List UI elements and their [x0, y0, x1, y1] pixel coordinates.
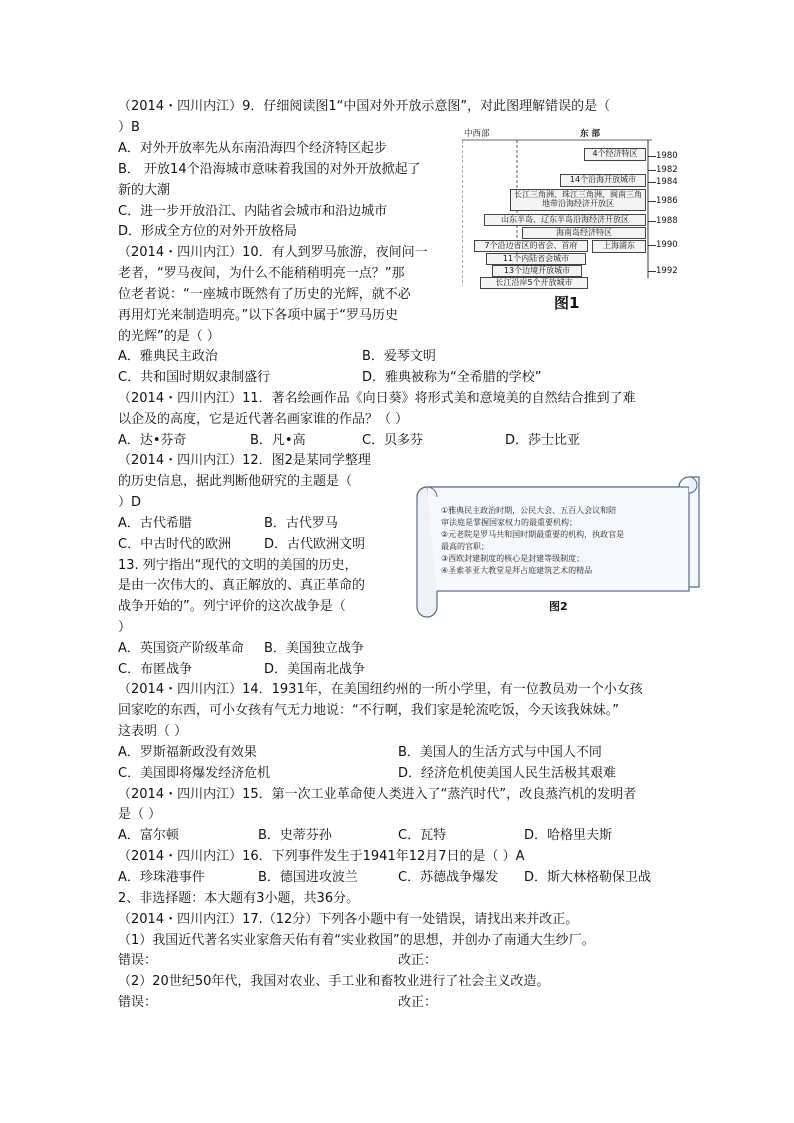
q13-stem-1: 13. 列宁指出“现代的文明的美国的历史， [118, 558, 358, 573]
q11-stem-1: （2014・四川内江）11．著名绘画作品《向日葵》将形式美和意境美的自然结合推到了难 [118, 391, 636, 406]
figure-2-caption: 图2 [549, 600, 568, 613]
figure-1-box-pudong: 上海浦东 [592, 240, 646, 253]
q9-option-a: A．对外开放率先从东南沿海四个经济特区起步 [118, 141, 387, 156]
q10-option-a: A．雅典民主政治 [118, 349, 218, 364]
q17-item-1-error-label: 错误： [118, 953, 158, 968]
q13-option-a: A．英国资产阶级革命 [118, 641, 244, 656]
q13-option-b: B．美国独立战争 [264, 641, 364, 656]
figure-1-year-1988: 1988 [656, 216, 678, 226]
section-2-heading: 2、非选择题：本大题有3小题，共36分。 [118, 891, 360, 906]
figure-1-box-peninsula-zones: 山东半岛、辽东半岛沿海经济开放区 [484, 214, 646, 226]
q11-option-d: D．莎士比亚 [505, 433, 581, 448]
q17-item-1: （1）我国近代著名实业家詹天佑有着“实业救国”的思想，并创办了南通大生纱厂。 [118, 933, 595, 948]
figure-1-header-east: 东 部 [580, 129, 600, 139]
figure-1-year-1980: 1980 [656, 151, 678, 161]
q12-stem-1: （2014・四川内江）12．图2是某同学整理 [118, 453, 371, 468]
figure-2-line-3: ②元老院是罗马共和国时期最重要的机构，执政官是 [441, 530, 625, 539]
figure-1-year-1986: 1986 [656, 196, 678, 206]
q11-option-a: A．达•芬奇 [118, 433, 187, 448]
q14-stem-1: （2014・四川内江）14．1931年，在美国纽约州的一所小学里，有一位教员劝一个小女孩 [118, 682, 643, 697]
figure-1-box-border-cities: 13个边境开放城市 [492, 265, 582, 277]
q10-option-d: D．雅典被称为“全希腊的学校” [362, 370, 542, 385]
q15-stem-1: （2014・四川内江）15．第一次工业革命使人类进入了“蒸汽时代”，改良蒸汽机的发明者 [118, 787, 637, 802]
q9-answer: ）B [118, 120, 140, 135]
q15-option-d: D．哈格里夫斯 [524, 828, 613, 843]
q12-option-c: C．中古时代的欧洲 [118, 537, 232, 552]
figure-2-line-2: 审法庭是掌握国家权力的最重要机构； [441, 518, 577, 527]
q10-stem-4: 再用灯光来制造明亮。”以下各项中属于“罗马历史 [118, 308, 398, 323]
q9-stem: （2014・四川内江）9．仔细阅读图1“中国对外开放示意图”，对此图理解错误的是（ [118, 99, 611, 114]
q17-item-1-fix-label: 改正： [398, 953, 438, 968]
figure-1-caption: 图1 [554, 294, 580, 312]
q15-option-c: C．瓦特 [398, 828, 447, 843]
figure-1-year-1992: 1992 [656, 266, 678, 276]
q9-option-b-cont: 新的大潮 [118, 183, 171, 198]
figure-2-line-5: ③西欧封建制度的核心是封建等级制度； [441, 554, 585, 563]
figure-1-box-inland-capitals: 11个内陆省会城市 [486, 253, 586, 265]
q10-stem-1: （2014・四川内江）10．有人到罗马旅游，夜间问一 [118, 245, 428, 260]
figure-1-box-yangtze-cities: 长江沿岸5个开放城市 [480, 277, 588, 289]
q15-option-a: A．富尔顿 [118, 828, 179, 843]
figure-2-line-1: ①雅典民主政治时期，公民大会、五百人会议和陪 [441, 506, 617, 515]
figure-2-history-notes-scroll [413, 467, 703, 622]
q12-stem-2: 的历史信息，据此判断他研究的主题是（ [118, 474, 353, 489]
figure-1-box-delta-zones: 长江三角洲、珠江三角洲、闽南三角地带沿海经济开放区 [510, 189, 646, 211]
q14-option-a: A．罗斯福新政没有效果 [118, 745, 257, 760]
q12-option-b: B．古代罗马 [264, 516, 338, 531]
figure-1-box-border-capitals: 7个沿边省区的省会、首府 [474, 240, 588, 252]
q10-stem-5: 的光辉”的是（ ） [118, 329, 220, 344]
q14-option-b: B．美国人的生活方式与中国人不同 [398, 745, 602, 760]
q10-option-c: C．共和国时期奴隶制盛行 [118, 370, 271, 385]
q14-option-c: C．美国即将爆发经济危机 [118, 766, 271, 781]
q14-stem-3: 这表明（ ） [118, 724, 188, 739]
q13-stem-3: 战争开始的”。列宁评价的这次战争是（ [118, 599, 346, 614]
q16-option-c: C．苏德战争爆发 [398, 870, 499, 885]
figure-2-line-6: ④圣索菲亚大教堂是拜占庭建筑艺术的精品 [441, 566, 593, 575]
q16-stem: （2014・四川内江）16．下列事件发生于1941年12月7日的是（ ）A [118, 849, 525, 864]
figure-1-header-west: 中西部 [464, 129, 490, 139]
q15-option-b: B．史蒂芬孙 [258, 828, 332, 843]
q17-item-2: （2）20世纪50年代，我国对农业、手工业和畜牧业进行了社会主义改造。 [118, 974, 550, 989]
q13-option-c: C．布匿战争 [118, 662, 193, 677]
figure-1-box-coastal-cities: 14个沿海开放城市 [560, 174, 646, 187]
q13-option-d: D．美国南北战争 [264, 662, 366, 677]
q14-stem-2: 回家吃的东西，可小女孩有气无力地说：“不行啊，我们家是轮流吃饭，今天该我妹妹。” [118, 703, 619, 718]
figure-1-open-door-diagram [462, 128, 684, 318]
q14-option-d: D．经济危机使美国人民生活极其艰难 [398, 766, 617, 781]
q10-option-b: B．爱琴文明 [362, 349, 436, 364]
q11-stem-2: 以企及的高度，它是近代著名画家谁的作品？（ ） [118, 412, 409, 427]
q16-option-d: D．斯大林格勒保卫战 [524, 870, 652, 885]
q12-answer: ）D [118, 495, 142, 510]
figure-1-year-1984: 1984 [656, 177, 678, 187]
q15-stem-2: 是（ ） [118, 807, 162, 822]
figure-2-line-4: 最高的官职； [441, 542, 489, 551]
q17-item-2-fix-label: 改正： [398, 995, 438, 1010]
q10-stem-2: 老者，“罗马夜间，为什么不能稍稍明亮一点？”那 [118, 266, 405, 281]
q12-option-d: D．古代欧洲文明 [264, 537, 366, 552]
q16-option-a: A．珍珠港事件 [118, 870, 205, 885]
q9-option-c: C．进一步开放沿江、内陆省会城市和沿边城市 [118, 204, 388, 219]
q9-option-d: D．形成全方位的对外开放格局 [118, 224, 298, 239]
q17-stem: （2014・四川内江）17.（12分）下列各小题中有一处错误，请找出来并改正。 [118, 912, 579, 927]
q13-stem-2: 是由一次伟大的、真正解放的、真正革命的 [118, 578, 366, 593]
figure-1-year-1982: 1982 [656, 165, 678, 175]
q10-stem-3: 位老者说：“一座城市既然有了历史的光辉，就不必 [118, 287, 411, 302]
q12-option-a: A．古代希腊 [118, 516, 192, 531]
q13-stem-4: ） [118, 620, 132, 635]
q11-option-c: C．贝多芬 [362, 433, 424, 448]
q9-option-b: B． 开放14个沿海城市意味着我国的对外开放掀起了 [118, 162, 421, 177]
q16-option-b: B．德国进攻波兰 [258, 870, 358, 885]
q17-item-2-error-label: 错误： [118, 995, 158, 1010]
figure-1-box-hainan: 海南岛经济特区 [522, 227, 646, 239]
figure-1-box-special-zones: 4个经济特区 [584, 148, 646, 161]
figure-1-year-1990: 1990 [656, 240, 678, 250]
q11-option-b: B．凡•高 [250, 433, 306, 448]
